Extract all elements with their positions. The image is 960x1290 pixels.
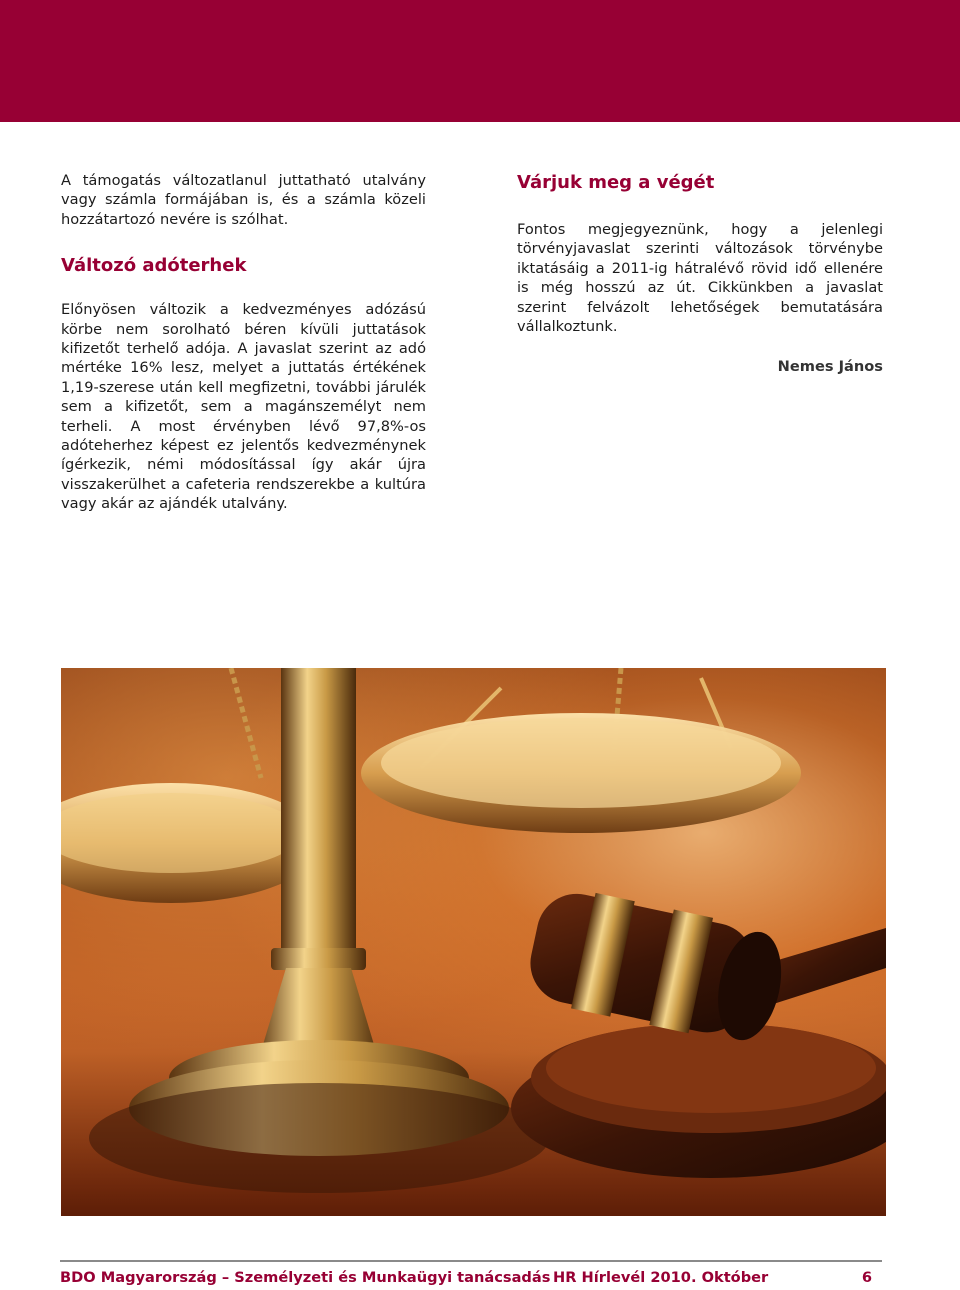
left-column xyxy=(61,170,426,514)
page-footer xyxy=(60,1268,872,1288)
footer-organization: BDO Magyarország – Személyzeti és Munkaügyi tanácsadás xyxy=(60,1269,551,1286)
footer-newsletter: HR Hírlevél 2010. Október xyxy=(553,1269,769,1286)
intro-paragraph: A támogatás változatlanul juttatható utalvány vagy számla formájában is, és a számla közeli hozzátartozó nevére is szólhat. xyxy=(61,172,426,228)
header-band xyxy=(0,0,960,122)
author-name: Nemes János xyxy=(777,358,883,376)
tax-paragraph: Előnyösen változik a kedvezményes adózású körbe nem sorolható béren kívüli juttatások kifizetőt terhelő adója. A javaslat szerint az adó mértéke 16% lesz, melyet a juttatás értékének 1,19-szerese után kell megfizetni, további járulék sem a kifizetőt, sem a magánszemélyt nem terheli. A most érvényben lévő 97,8%-os adóteherhez képest ez jelentős kedvezménynek ígérkezik, némi módosítással így akár újra visszakerülhet a cafeteria rendszerekbe a kultúra vagy akár az ajándék utalvány. xyxy=(61,301,426,513)
scales-and-gavel-icon xyxy=(61,668,886,1216)
right-column xyxy=(517,170,883,376)
section-heading-tax: Változó adóterhek xyxy=(61,255,247,277)
section-heading-wait: Várjuk meg a végét xyxy=(517,172,715,193)
scales-and-gavel-photo xyxy=(61,668,886,1216)
page-number: 6 xyxy=(861,1269,872,1286)
footer-divider xyxy=(60,1260,882,1262)
wait-paragraph: Fontos megjegyeznünk, hogy a jelenlegi törvényjavaslat szerinti változások törvénybe iktatásáig a 2011-ig hátralévő rövid idő ellenére is még hosszú az út. Cikkünkben a javaslat szerint felvázolt lehetőségek bemutatására vállalkoztunk. xyxy=(517,221,883,336)
